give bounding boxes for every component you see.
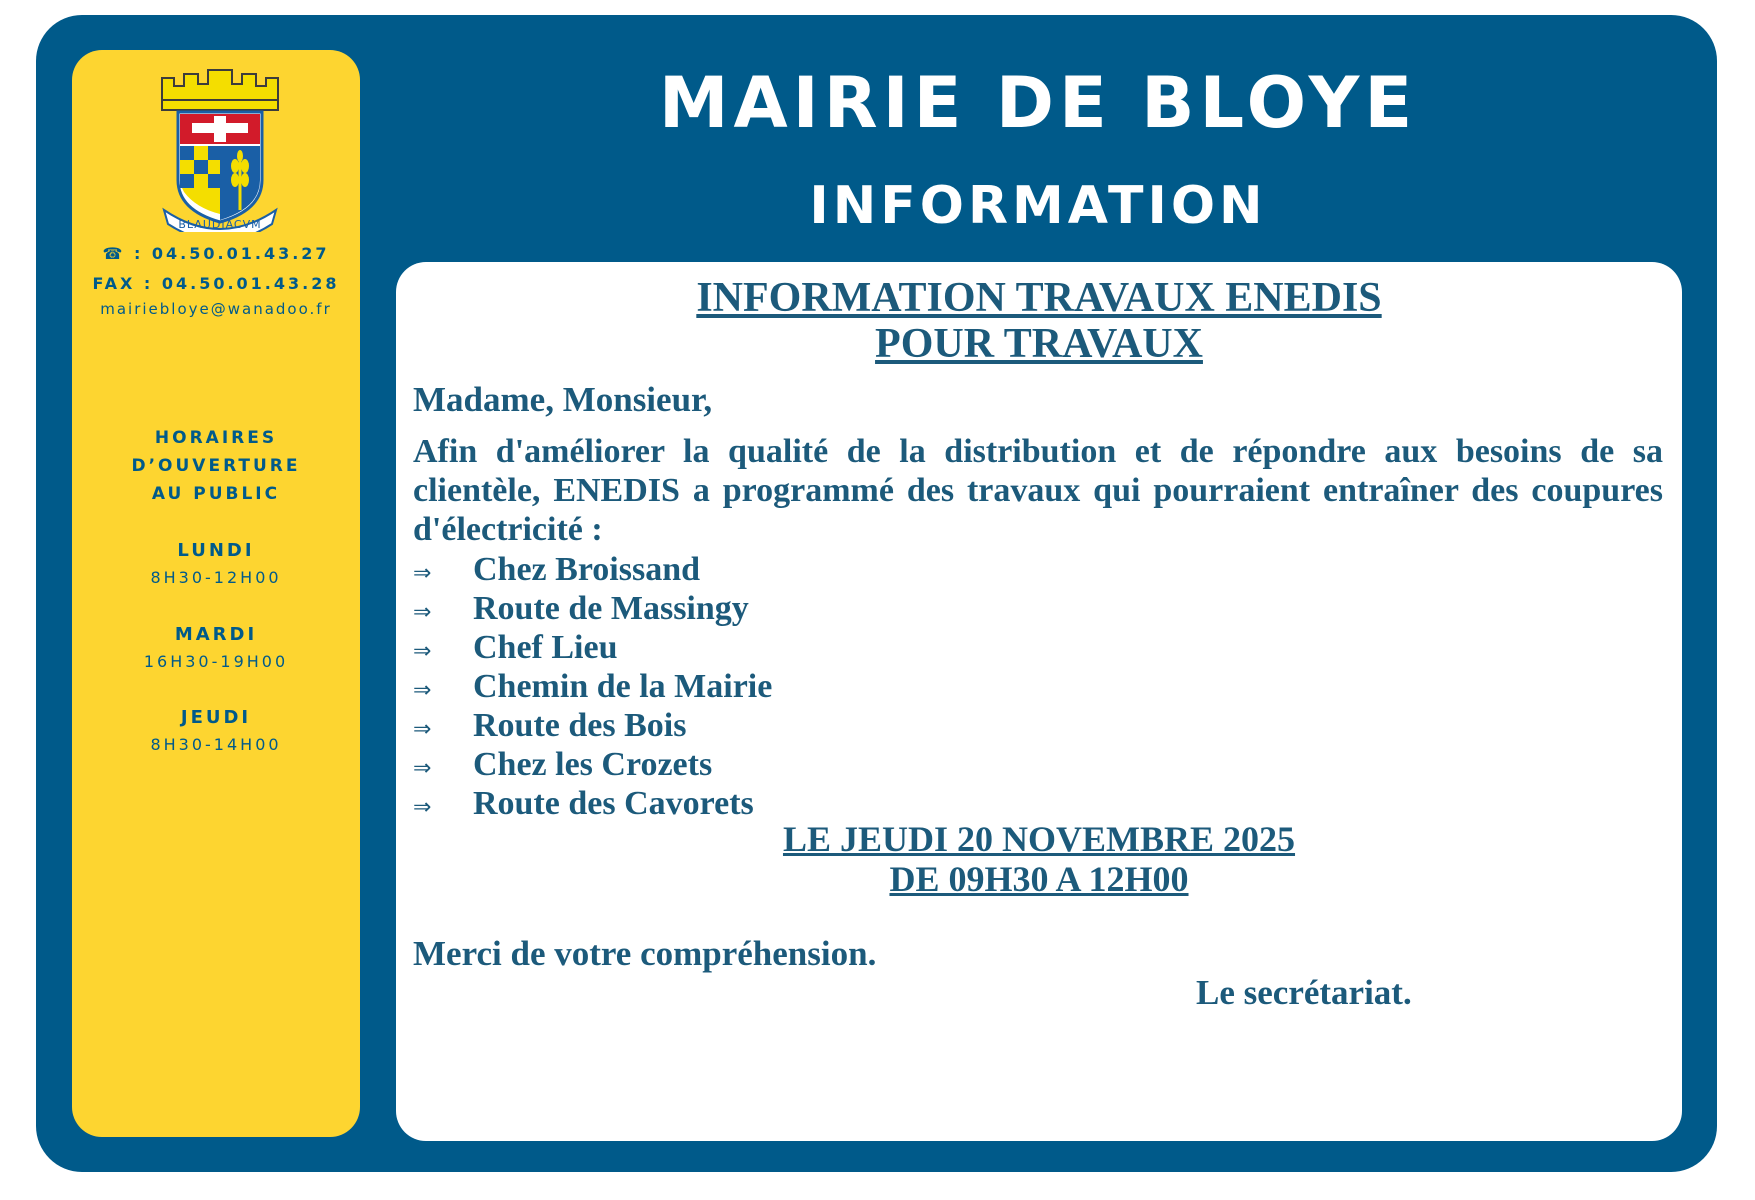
schedule-time-monday: 8H30-12H00 [150, 568, 282, 587]
arrow-right-icon: ⇒ [413, 561, 432, 586]
location-label: Route des Cavorets [473, 785, 754, 822]
list-item [413, 667, 772, 706]
arrow-right-icon: ⇒ [413, 756, 432, 781]
schedule-day-monday: LUNDI [177, 540, 255, 561]
arrow-right-icon: ⇒ [413, 639, 432, 664]
arrow-right-icon: ⇒ [413, 678, 432, 703]
list-item [413, 745, 772, 784]
arrow-right-icon: ⇒ [413, 795, 432, 820]
location-label: Chef Lieu [473, 629, 618, 666]
outage-time-range: DE 09H30 A 12H00 [889, 859, 1189, 899]
location-label: Chez les Crozets [473, 746, 713, 783]
page-title: MAIRIE DE BLOYE [658, 62, 1418, 144]
list-item [413, 550, 772, 589]
location-list [413, 550, 772, 823]
schedule-time-tuesday: 16H30-19H00 [143, 652, 289, 671]
list-item [413, 706, 772, 745]
intro-paragraph: Afin d'améliorer la qualité de la distribution et de répondre aux besoins de sa clientèle, ENEDIS a programmé des travaux qui pourraient entraîner des coupures d'électricité : [413, 433, 1663, 548]
town-crest-icon [156, 62, 284, 232]
fax-number: FAX : 04.50.01.43.28 [92, 274, 340, 293]
outage-date: LE JEUDI 20 NOVEMBRE 2025 [782, 819, 1296, 859]
sidebar [72, 50, 360, 1137]
email-address: mairiebloye@wanadoo.fr [100, 300, 332, 318]
notice-panel [396, 262, 1682, 1141]
greeting: Madame, Monsieur, [413, 380, 713, 419]
location-label: Route des Bois [473, 707, 687, 744]
thanks-line: Merci de votre compréhension. [413, 934, 877, 973]
notice-heading-line2: POUR TRAVAUX [875, 321, 1203, 367]
schedule-day-tuesday: MARDI [174, 624, 258, 645]
phone-number: ☎ : 04.50.01.43.27 [102, 244, 330, 263]
hours-title-line: HORAIRES [154, 428, 278, 448]
list-item [413, 628, 772, 667]
location-label: Chez Broissand [473, 551, 701, 588]
crest-motto: BLAUDIACVM [178, 218, 262, 231]
signature: Le secrétariat. [1196, 973, 1412, 1012]
arrow-right-icon: ⇒ [413, 600, 432, 625]
opening-hours-title [72, 424, 360, 508]
hours-title-line: AU PUBLIC [151, 484, 281, 504]
schedule-day-thursday: JEUDI [180, 707, 252, 728]
arrow-right-icon: ⇒ [413, 717, 432, 742]
notice-heading-line1: INFORMATION TRAVAUX ENEDIS [696, 275, 1382, 321]
schedule-time-thursday: 8H30-14H00 [150, 735, 282, 754]
location-label: Chemin de la Mairie [473, 668, 773, 705]
location-label: Route de Massingy [473, 590, 749, 627]
list-item [413, 589, 772, 628]
page-subtitle: INFORMATION [809, 176, 1267, 236]
hours-title-line: D’OUVERTURE [131, 456, 301, 476]
